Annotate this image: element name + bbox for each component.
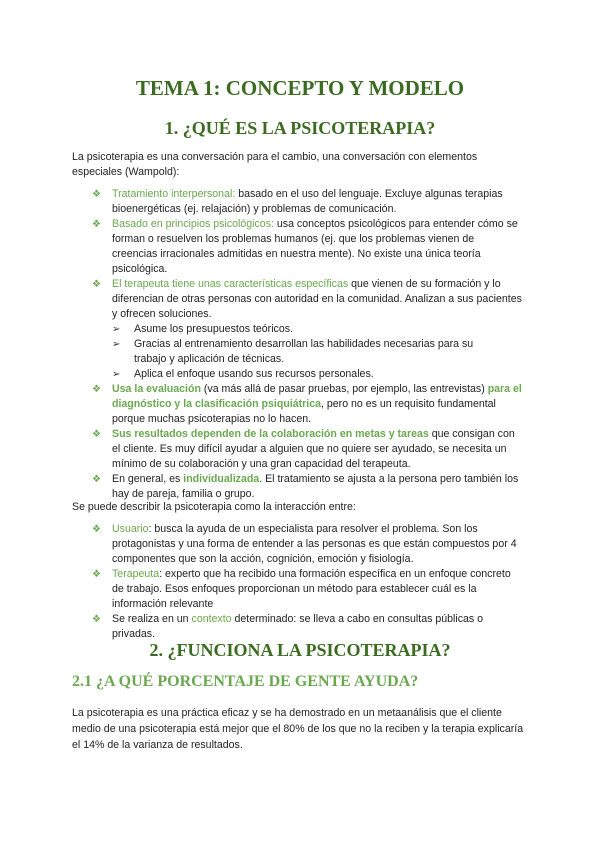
diamond-bullet-icon: ❖ [92,384,101,395]
section-2-heading: 2. ¿FUNCIONA LA PSICOTERAPIA? [149,640,451,660]
arrow-bullet-icon: ➢ [112,339,121,350]
body-paragraph: La psicoterapia es una práctica eficaz y se ha demostrado en un metaanálisis que el cliente medio de una psicoterapia está mejor que el 80% de los que no la reciben y la terapia explicaría el 14% de la varianza de resultados. [72,707,524,751]
diamond-bullet-icon: ❖ [92,279,101,290]
list-item: ❖ Se realiza en un contexto determinado: se lleva a cabo en consultas públicas o privadas. [92,613,484,640]
page-title: TEMA 1: CONCEPTO Y MODELO [135,76,465,100]
diamond-bullet-icon: ❖ [92,189,101,200]
bullet-list-1 [92,187,522,502]
diamond-bullet-icon: ❖ [92,474,101,485]
subsection-heading: 2.1 ¿A QUÉ PORCENTAJE DE GENTE AYUDA? [72,673,419,690]
arrow-bullet-icon: ➢ [112,369,121,380]
bullet-list-2 [92,522,522,642]
section-1-heading: 1. ¿QUÉ ES LA PSICOTERAPIA? [164,118,436,138]
list-item: ❖ Sus resultados dependen de la colaboración en metas y tareas que consigan con el cliente. Es muy difícil ayudar a alguien que no quiere ser ayudado, se necesita un mínimo de su colaboración y una gran capacidad del terapeuta. [92,428,515,470]
list-item: ❖ En general, es individualizada. El tratamiento se ajusta a la persona pero también los hay de pareja, familia o grupo. [92,473,519,500]
diamond-bullet-icon: ❖ [92,569,101,580]
intro-paragraph: La psicoterapia es una conversación para el cambio, una conversación con elementos especiales (Wampold): [72,151,478,178]
list-item: ❖ Usuario: busca la ayuda de un especialista para resolver el problema. Son los protagonistas y una forma de entender a las personas es que están compuestos por 4 componentes que son la acción, cognición, emoción y fisiología. [92,523,517,565]
sub-list-item: ➢ Aplica el enfoque usando sus recursos personales. [112,368,374,380]
diamond-bullet-icon: ❖ [92,429,101,440]
intro-paragraph-2: Se puede describir la psicoterapia como la interacción entre: [72,501,356,513]
list-item: ❖ Tratamiento interpersonal: basado en el uso del lenguaje. Excluye algunas terapias bioenergéticas (ej. relajación) y problemas de comunicación. [92,188,503,215]
list-item: ❖ El terapeuta tiene unas características específicas que vienen de su formación y lo diferencian de otras personas con autoridad en la comunidad. Analizan a sus pacientes y ofrecen soluciones. [92,278,522,320]
sub-list-item: ➢ Gracias al entrenamiento desarrollan las habilidades necesarias para su trabajo y aplicación de técnicas. [112,338,474,365]
arrow-bullet-icon: ➢ [112,324,121,335]
sub-list-item: ➢ Asume los presupuestos teóricos. [112,323,293,335]
list-item: ❖ Usa la evaluación (va más allá de pasar pruebas, por ejemplo, las entrevistas) para el diagnóstico y la clasificación psiquiátrica, pero no es un requisito fundamental porque muchas psicoterapias no lo hacen. [92,383,522,425]
diamond-bullet-icon: ❖ [92,524,101,535]
list-item: ❖ Terapeuta: experto que ha recibido una formación específica en un enfoque concreto de trabajo. Esos enfoques proporcionan un método para establecer cuál es la información relevante [92,568,511,610]
diamond-bullet-icon: ❖ [92,219,101,230]
list-item: ❖ Basado en principios psicológicos: usa conceptos psicológicos para entender cómo se forman o resuelven los problemas humanos (ej. que los problemas vienen de creencias irracionales admitidas en nuestra mente). No existe una única teoría psicológica. [92,218,518,275]
diamond-bullet-icon: ❖ [92,614,101,625]
